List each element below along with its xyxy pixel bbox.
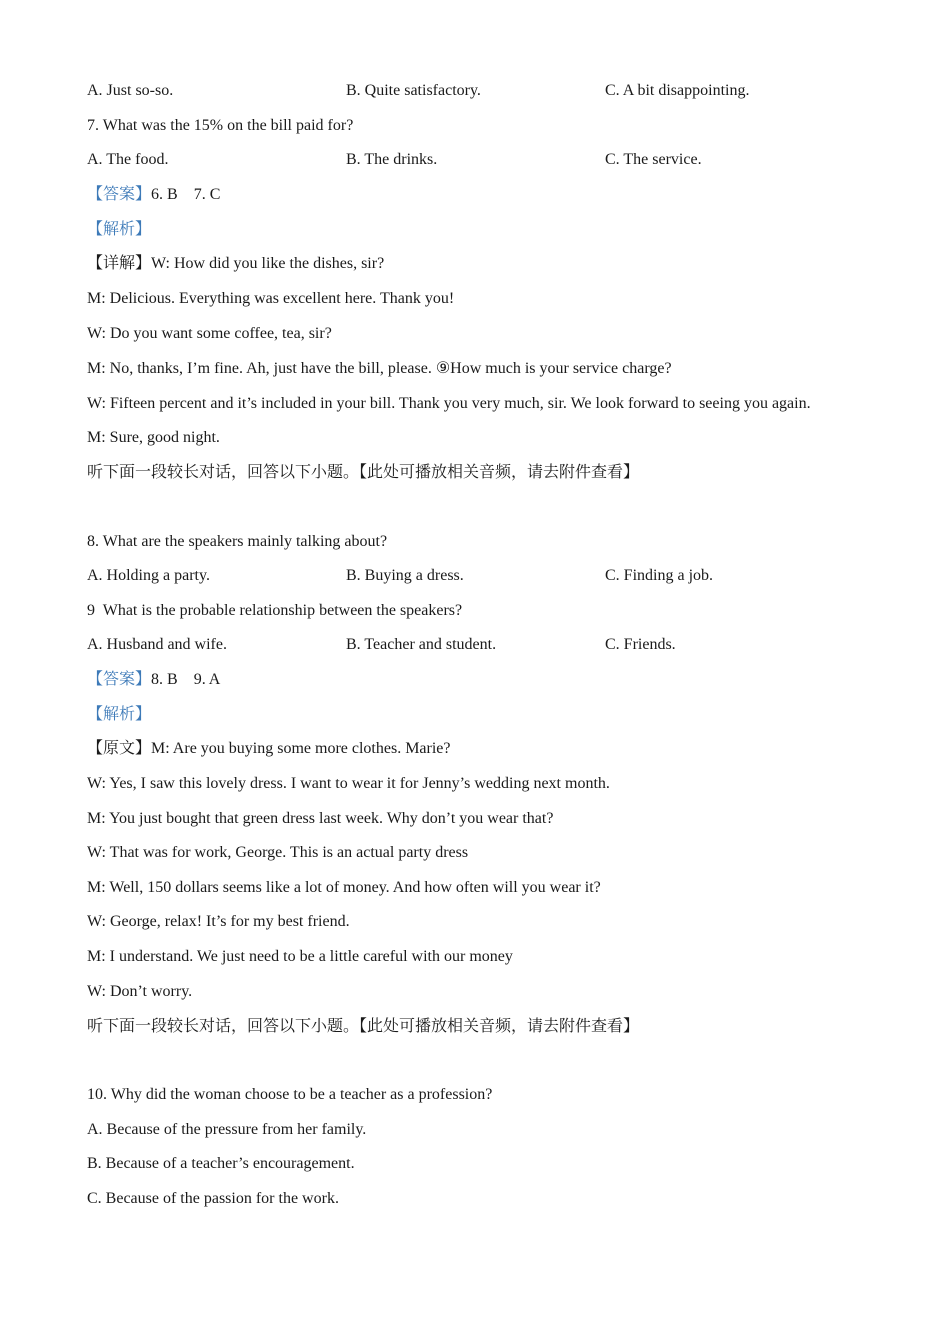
transcript-line: M: You just bought that green dress last week. Why don’t you wear that? [87,810,554,827]
q8-question: 8. What are the speakers mainly talking about? [87,533,388,550]
answer-text: 6. B 7. C [151,186,221,203]
q9-option-a: A. Husband and wife. [87,636,227,653]
transcript-text: M: Are you buying some more clothes. Marie? [151,740,451,757]
transcript-line [87,739,451,759]
q9-question: 9 What is the probable relationship between the speakers? [87,602,463,619]
q7-options [87,150,867,170]
q8-option-a: A. Holding a party. [87,567,210,584]
transcript-line: M: No, thanks, I’m fine. Ah, just have the bill, please. ⑨How much is your service charge? [87,360,672,377]
q6-options [87,81,867,101]
answer-line-2 [87,670,220,690]
q7-option-a: A. The food. [87,151,169,168]
analysis-label: 【解析】 [87,221,152,238]
answer-text: 8. B 9. A [151,671,221,688]
q8-option-c: C. Finding a job. [605,567,714,584]
q7-question: 7. What was the 15% on the bill paid for? [87,117,354,134]
q7-option-b: B. The drinks. [346,151,438,168]
q6-option-c: C. A bit disappointing. [605,82,750,99]
answer-label: 【答案】 [87,186,152,203]
transcript-line: W: That was for work, George. This is an actual party dress [87,844,469,861]
q7-option-c: C. The service. [605,151,702,168]
transcript-text: W: How did you like the dishes, sir? [151,255,385,272]
transcript-line: M: Sure, good night. [87,429,220,446]
transcript-line: W: Fifteen percent and it’s included in your bill. Thank you very much, sir. We look forward to seeing you again. [87,395,811,412]
transcript-line: W: Don’t worry. [87,983,193,1000]
listening-instruction: 听下面一段较长对话，回答以下小题。【此处可播放相关音频，请去附件查看】 [87,464,640,481]
original-text-label: 【原文】 [87,740,152,757]
answer-label: 【答案】 [87,671,152,688]
answer-line-1 [87,185,220,205]
q10-option-c: C. Because of the passion for the work. [87,1190,339,1207]
q10-option-a: A. Because of the pressure from her family. [87,1121,367,1138]
q9-option-b: B. Teacher and student. [346,636,497,653]
q10-question: 10. Why did the woman choose to be a teacher as a profession? [87,1086,493,1103]
q9-options [87,635,867,655]
transcript-line: M: Well, 150 dollars seems like a lot of money. And how often will you wear it? [87,879,601,896]
q6-option-a: A. Just so-so. [87,82,174,99]
transcript-line: M: Delicious. Everything was excellent here. Thank you! [87,290,455,307]
q10-option-b: B. Because of a teacher’s encouragement. [87,1155,355,1172]
listening-instruction: 听下面一段较长对话，回答以下小题。【此处可播放相关音频，请去附件查看】 [87,1018,640,1035]
transcript-line: W: Do you want some coffee, tea, sir? [87,325,332,342]
detail-label: 【详解】 [87,255,152,272]
q8-options [87,566,867,586]
transcript-line: M: I understand. We just need to be a little careful with our money [87,948,513,965]
transcript-line: W: Yes, I saw this lovely dress. I want to wear it for Jenny’s wedding next month. [87,775,610,792]
q8-option-b: B. Buying a dress. [346,567,464,584]
transcript-line: W: George, relax! It’s for my best friend. [87,913,350,930]
analysis-label: 【解析】 [87,706,152,723]
q9-option-c: C. Friends. [605,636,676,653]
q6-option-b: B. Quite satisfactory. [346,82,481,99]
transcript-line [87,254,384,274]
